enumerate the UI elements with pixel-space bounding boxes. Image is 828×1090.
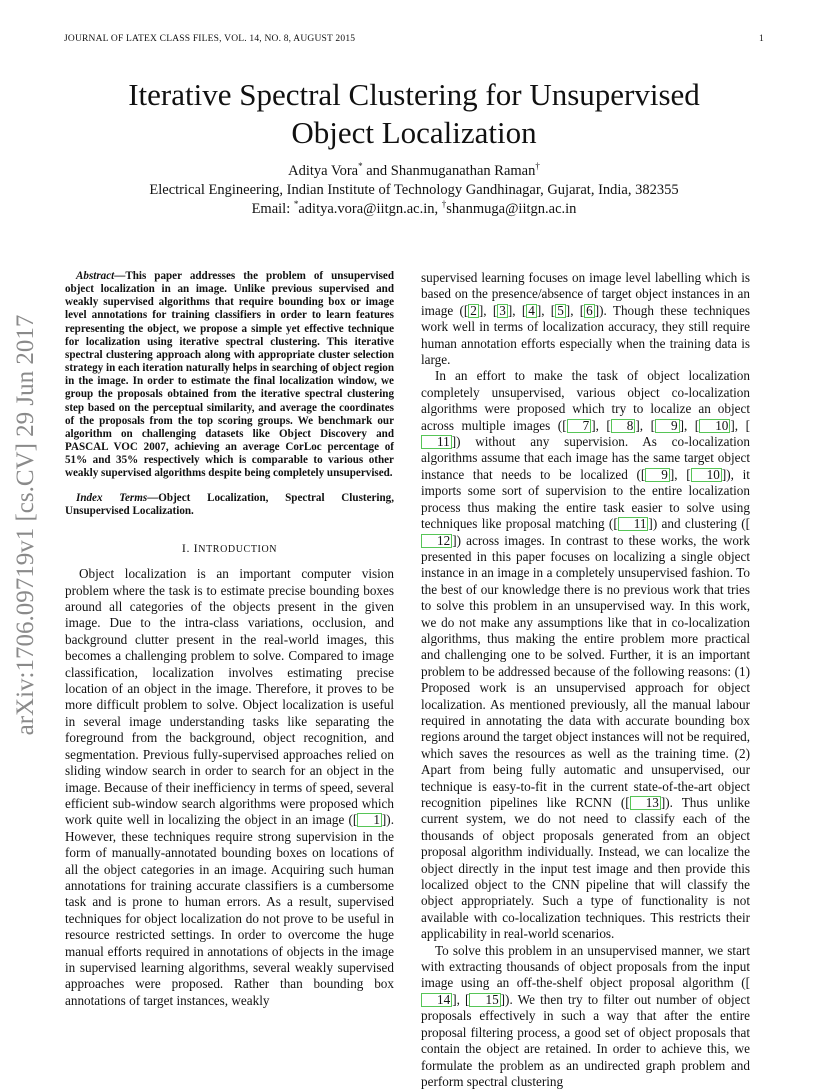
- running-header: [64, 34, 764, 44]
- author-2-mark: †: [535, 161, 540, 172]
- citation-link[interactable]: 4: [528, 302, 535, 318]
- body-text: ]). However, these techniques require strong supervision in the form of manually-annotated bounding boxes on locations of all the object categories in an image. Acquiring such human annotations for training accurate classifiers is a cumbersome task and is prone to human errors. As a result, supervised techniques for object localization do not prove to be useful in resource restricted settings. In order to overcome the huge manual efforts required in annotations of objects in the image in supervised learning algorithms, several weakly supervised approaches were proposed. Rather than bounding box annotations of target instances, weakly: [65, 812, 394, 1008]
- email-label: Email:: [251, 201, 294, 217]
- body-text: ]), it imports some sort of supervision to the entire localization process thus making the entire task easier to solve using techniques like proposal matching ([: [421, 466, 750, 532]
- citation-link[interactable]: 2: [470, 302, 477, 318]
- citation-link[interactable]: 12: [421, 534, 452, 548]
- body-text: supervised learning focuses on image level labelling which is based on the presence/absence of target object instances in an image ([: [421, 270, 750, 318]
- abstract-section: [65, 270, 394, 518]
- journal-header: JOURNAL OF LATEX CLASS FILES, VOL. 14, NO. 8, AUGUST 2015: [64, 34, 356, 44]
- body-text: ], [: [591, 417, 611, 433]
- citation-link[interactable]: 9: [655, 419, 680, 433]
- body-text: ], [: [635, 417, 655, 433]
- email-line: [64, 200, 764, 219]
- section-number: I.: [181, 540, 194, 555]
- author-block: [64, 162, 764, 219]
- body-text: ]) and clustering ([: [648, 516, 750, 532]
- section-heading-introduction: [65, 540, 394, 558]
- body-text: To solve this problem in an unsupervised manner, we start with extracting thousands of object proposals from the input image using an off-the-shelf object proposal algorithm ([: [421, 942, 750, 991]
- body-text: ], [: [478, 302, 498, 318]
- body-text: ], [: [679, 417, 700, 433]
- citation-link[interactable]: 7: [567, 419, 592, 433]
- citation-link[interactable]: 9: [645, 468, 670, 482]
- section-title-rest: NTRODUCTION: [198, 543, 278, 555]
- citation-link[interactable]: 11: [618, 517, 649, 531]
- author-2: Shanmuganathan Raman: [390, 163, 536, 179]
- citation-link[interactable]: 3: [499, 302, 506, 318]
- body-text: In an effort to make the task of object localization completely unsupervised, various object co-localization algorithms were proposed which try to localize an object across multiple images ([: [421, 368, 750, 433]
- body-text: Object localization is an important computer vision problem where the task is to estimate precise bounding boxes around all categories of the objects present in the given image. Due to the intra-class variations, occlusion, and background clutter present in the real-world images, this becomes a challenging problem to solve. Compared to image classification, localization involves estimating precise location of an object in the image. Therefore, it proves to be more difficult problem to solve. Object localization is useful in several image understanding tasks like separating the foreground from the background, object recognition, and segmentation. Previous fully-supervised approaches relied on sliding window search in order to search for an object in the image. Because of their inefficiency in terms of speed, several efficient sub-window search algorithms were proposed which work quite well in localizing the object in an image ([: [65, 566, 394, 828]
- arxiv-identifier-stamp: [6, 290, 46, 760]
- paper-title: [64, 76, 764, 152]
- body-text: ]) across images. In contrast to these works, the work presented in this paper focuses on localizing a single object instance in an image in a completely unsupervised fashion. To the best of our knowledge there is no previous work that tries to solve this problem in an unsupervised way. In this work, we do not make any assumptions like that in co-localization algorithms, thus making the entire problem more practical and challenging one to be solved. Further, it is an important problem to be addressed because of the following reasons: (1) Proposed work is an unsupervised approach for object localization. As mentioned previously, all the manual labour required in annotating the data with accurate bounding box regions around the target object instances will not be required, which saves the resources as well as the training time. (2) Apart from being fully automatic and unsupervised, our technique is easy-to-fit in the current state-of-the-art object recognition pipelines like RCNN ([: [421, 532, 750, 810]
- index-terms-dash: —: [147, 491, 159, 504]
- citation-link[interactable]: 10: [691, 468, 722, 482]
- intro-paragraph-continued: [421, 270, 750, 368]
- body-text: ]). Though these techniques work well in terms of localization accuracy, they still require human annotation efforts especially when the training data is large.: [421, 302, 750, 368]
- citation-link[interactable]: 11: [421, 435, 452, 449]
- body-text: ]) without any supervision. As co-localization algorithms assume that each image has the same target object instance that needs to be localized ([: [421, 434, 750, 482]
- citation-link[interactable]: 6: [586, 302, 593, 318]
- abstract-paragraph: [65, 270, 394, 481]
- body-text: ], [: [669, 466, 691, 482]
- affiliation: Electrical Engineering, Indian Institute of Technology Gandhinagar, Gujarat, India, 382355: [149, 182, 679, 198]
- citation-link[interactable]: 5: [557, 302, 564, 318]
- index-terms-text: Object Localization, Spectral Clustering, Unsupervised Localization.: [65, 491, 394, 517]
- abstract-dash: —: [114, 270, 126, 282]
- page-number: 1: [759, 34, 764, 44]
- title-line-2: Object Localization: [291, 115, 537, 150]
- citation-link[interactable]: 10: [699, 419, 730, 433]
- abstract-label: Abstract: [76, 270, 115, 282]
- citation-link[interactable]: 14: [421, 993, 452, 1007]
- arxiv-id: arXiv:1706.09719v1 [cs.CV] 29 Jun 2017: [12, 314, 39, 736]
- abstract-text: This paper addresses the problem of unsupervised object localization in an image. Unlike previous supervised and weakly supervised algorithms that require bounding box or image level annotations for training classifiers in order to learn features representing the object, we propose a simple yet effective technique for localization using iterative spectral clustering. This iterative spectral clustering approach along with appropriate cluster selection strategy in each iteration naturally helps in searching of object region in the image. In order to estimate the final localization window, we group the proposals obtained from the iterative spectral clustering step based on the perceptual similarity, and average the coordinates of the proposals from the top scoring groups. We benchmark our algorithm on challenging datasets like Object Discovery and PASCAL VOC 2007, achieving an average CorLoc percentage of 51% and 35% respectively which is comparable to various other weakly supervised algorithms despite being completely unsupervised.: [65, 270, 394, 480]
- author-1: Aditya Vora: [288, 163, 359, 179]
- body-text: ], [: [507, 302, 527, 318]
- left-column: [65, 270, 394, 1009]
- intro-paragraph-1: [65, 566, 394, 1009]
- email-1[interactable]: aditya.vora@iitgn.ac.in,: [298, 201, 442, 217]
- body-text: ], [: [730, 417, 750, 433]
- body-text: ], [: [452, 991, 470, 1007]
- email-1-mark: *: [293, 199, 299, 210]
- section-first-letter: I: [193, 540, 199, 555]
- citation-link[interactable]: 8: [611, 419, 636, 433]
- email-2-mark: †: [441, 199, 447, 210]
- citation-link[interactable]: 1: [357, 813, 382, 827]
- author-conjunction: and: [362, 163, 391, 179]
- intro-paragraph-3: [421, 943, 750, 1090]
- right-column: [421, 270, 750, 1090]
- citation-link[interactable]: 13: [630, 796, 661, 810]
- body-text: ]). Thus unlike current system, we do not need to classify each of the thousands of object proposals generated from an object proposal algorithm individually. Instead, we can localize the object directly in the input test image and then provide this localized object to the CNN pipeline that will classify the object appropriately. Such a type of functionality is not available with co-localization techniques. This restricts their applicability in real-world scenarios.: [421, 795, 750, 942]
- author-1-mark: *: [358, 161, 363, 172]
- body-text: ], [: [565, 302, 585, 318]
- body-text: ]). We then try to filter out number of object proposals effectively in such a way that after the entire proposal filtering process, a good set of object proposals that contain the object are retained. In order to achieve this, we formulate the problem as an undirected graph problem and perform spectral clustering: [421, 991, 750, 1089]
- email-2[interactable]: shanmuga@iitgn.ac.in: [446, 201, 577, 217]
- index-terms-label: Index Terms: [76, 491, 148, 504]
- intro-paragraph-2: [421, 368, 750, 942]
- title-line-1: Iterative Spectral Clustering for Unsupervised: [128, 77, 700, 112]
- index-terms-paragraph: [65, 492, 394, 518]
- author-names: [64, 162, 764, 181]
- citation-link[interactable]: 15: [469, 993, 500, 1007]
- body-text: ], [: [536, 302, 556, 318]
